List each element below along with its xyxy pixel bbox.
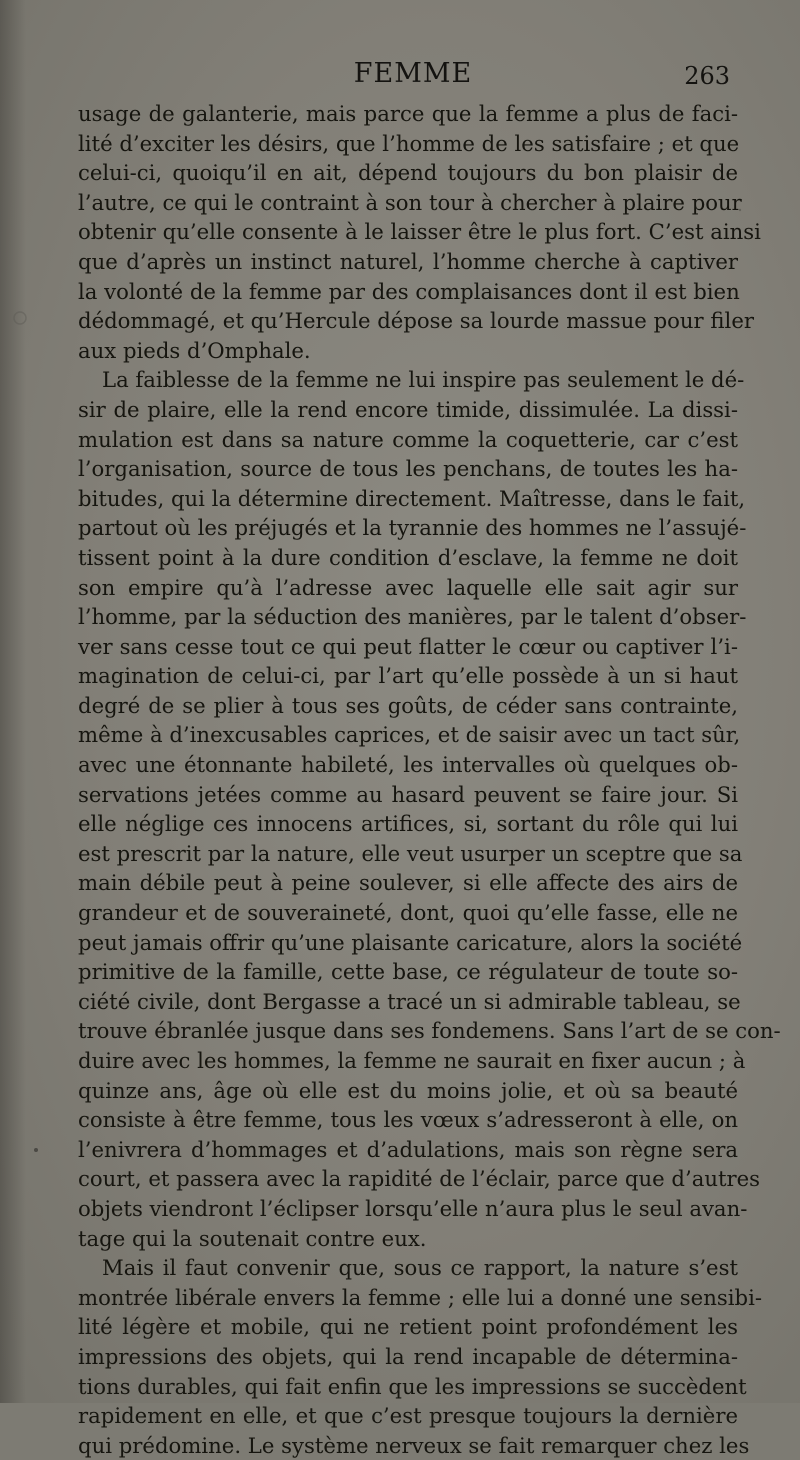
text-line: rapidement en elle, et que c’est presque toujours la dernière bbox=[78, 1403, 738, 1429]
text-line: est prescrit par la nature, elle veut usurper un sceptre que sa bbox=[78, 840, 743, 866]
text-line: objets viendront l’éclipser lorsqu’elle n’aura plus le seul avan- bbox=[78, 1195, 748, 1221]
text-line: lité légère et mobile, qui ne retient point profondément les bbox=[78, 1314, 738, 1340]
paragraph bbox=[78, 99, 761, 365]
text-line: qui prédomine. Le système nerveux se fait remarquer chez les bbox=[78, 1432, 750, 1458]
text-line: bitudes, qui la détermine directement. Maîtresse, dans le fait, bbox=[78, 485, 746, 511]
text-line: celui-ci, quoiqu’il en ait, dépend toujours du bon plaisir de bbox=[78, 160, 738, 186]
text-line: quinze ans, âge où elle est du moins jolie, et où sa beauté bbox=[78, 1077, 738, 1103]
page-edge-shadow bbox=[0, 0, 26, 1403]
text-line: sir de plaire, elle la rend encore timide, dissimulée. La dissi- bbox=[78, 396, 738, 422]
text-line: aux pieds d’Omphale. bbox=[78, 337, 311, 363]
text-line: tions durables, qui fait enfin que les impressions se succèdent bbox=[78, 1373, 747, 1399]
paragraph bbox=[78, 365, 781, 1253]
text-line: main débile peut à peine soulever, si elle affecte des airs de bbox=[78, 870, 738, 896]
page-number: 263 bbox=[684, 62, 730, 90]
text-line: elle néglige ces innocens artifices, si, sortant du rôle qui lui bbox=[78, 811, 738, 837]
text-line: usage de galanterie, mais parce que la femme a plus de faci- bbox=[78, 101, 738, 126]
text-line: l’enivrera d’hommages et d’adulations, mais son règne sera bbox=[78, 1136, 738, 1162]
text-line: La faiblesse de la femme ne lui inspire pas seulement le dé- bbox=[102, 367, 745, 393]
text-line: primitive de la famille, cette base, ce régulateur de toute so- bbox=[78, 959, 738, 985]
text-line: tage qui la soutenait contre eux. bbox=[78, 1225, 427, 1251]
text-line: magination de celui-ci, par l’art qu’elle possède à un si haut bbox=[78, 663, 738, 689]
text-line: Mais il faut convenir que, sous ce rapport, la nature s’est bbox=[102, 1255, 738, 1281]
text-line: peut jamais offrir qu’une plaisante caricature, alors la société bbox=[78, 929, 743, 955]
text-line: ver sans cesse tout ce qui peut flatter le cœur ou captiver l’i- bbox=[78, 633, 738, 659]
text-line: avec une étonnante habileté, les intervalles où quelques ob- bbox=[78, 752, 738, 778]
text-line: tissent point à la dure condition d’esclave, la femme ne doit bbox=[78, 544, 738, 570]
text-line: servations jetées comme au hasard peuvent se faire jour. Si bbox=[78, 781, 738, 807]
text-line: mulation est dans sa nature comme la coquetterie, car c’est bbox=[78, 426, 738, 452]
text-line: l’autre, ce qui le contraint à son tour à chercher à plaire pour bbox=[78, 189, 742, 215]
text-line: obtenir qu’elle consente à le laisser être le plus fort. C’est ainsi bbox=[78, 219, 761, 245]
text-line: grandeur et de souveraineté, dont, quoi qu’elle fasse, elle ne bbox=[78, 900, 738, 926]
text-line: l’organisation, source de tous les penchans, de toutes les ha- bbox=[78, 456, 738, 482]
text-line: impressions des objets, qui la rend incapable de détermina- bbox=[78, 1343, 738, 1369]
body-text bbox=[78, 99, 781, 1460]
text-line: dédommagé, et qu’Hercule dépose sa lourde massue pour filer bbox=[78, 308, 754, 334]
text-line: court, et passera avec la rapidité de l’éclair, parce que d’autres bbox=[78, 1166, 761, 1192]
paragraph bbox=[78, 1253, 763, 1460]
text-line: partout où les préjugés et la tyrannie des hommes ne l’assujé- bbox=[78, 515, 747, 541]
text-line: degré de se plier à tous ses goûts, de céder sans contrainte, bbox=[78, 692, 738, 718]
text-line: lité d’exciter les désirs, que l’homme de les satisfaire ; et que bbox=[78, 130, 740, 156]
text-line: ciété civile, dont Bergasse a tracé un si admirable tableau, se bbox=[78, 988, 741, 1014]
text-line: la volonté de la femme par des complaisances dont il est bien bbox=[78, 278, 740, 304]
text-line: son empire qu’à l’adresse avec laquelle elle sait agir sur bbox=[78, 574, 738, 600]
running-head bbox=[78, 56, 738, 96]
text-line: l’homme, par la séduction des manières, par le talent d’obser- bbox=[78, 604, 747, 630]
text-line: montrée libérale envers la femme ; elle lui a donné une sensibi- bbox=[78, 1284, 763, 1310]
text-line: même à d’inexcusables caprices, et de saisir avec un tact sûr, bbox=[78, 722, 741, 748]
text-line: duire avec les hommes, la femme ne saurait en fixer aucun ; à bbox=[78, 1048, 746, 1073]
text-line: consiste à être femme, tous les vœux s’adresseront à elle, on bbox=[78, 1107, 738, 1133]
text-line: trouve ébranlée jusque dans ses fondemens. Sans l’art de se con- bbox=[78, 1018, 781, 1044]
running-title: FEMME bbox=[353, 58, 473, 89]
text-line: que d’après un instinct naturel, l’homme cherche à captiver bbox=[78, 248, 738, 274]
